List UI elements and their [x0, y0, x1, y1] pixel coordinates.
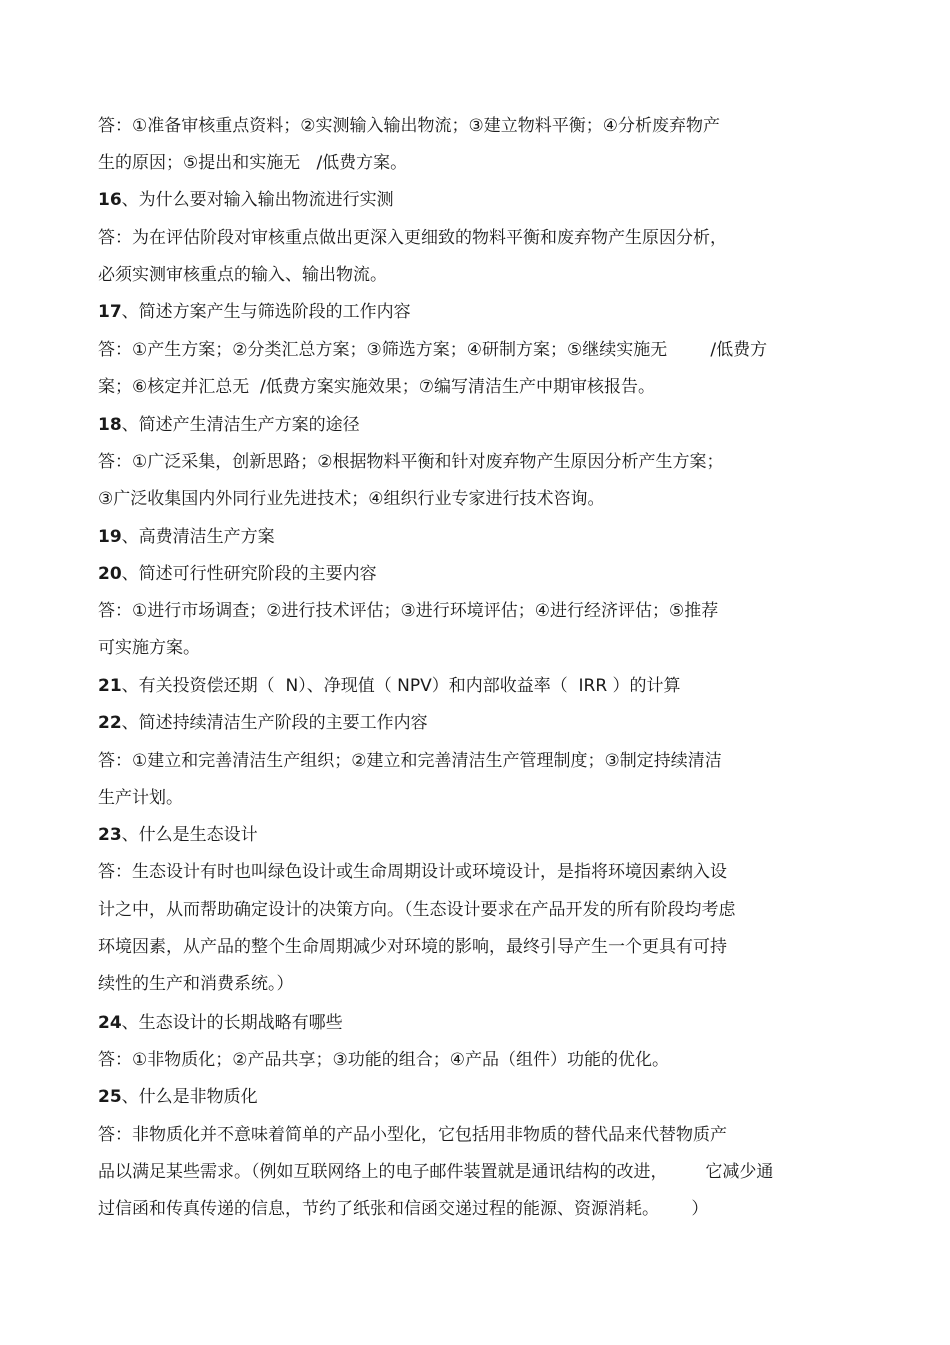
answer-22-line-1: 答：①建立和完善清洁生产组织；②建立和完善清洁生产管理制度；③制定持续清洁 [98, 751, 722, 771]
answer-23-line-1: 答：生态设计有时也叫绿色设计或生命周期设计或环境设计，是指将环境因素纳入设 [98, 862, 727, 882]
question-number: 24 [98, 1013, 122, 1033]
answer-23-line-3: 环境因素，从产品的整个生命周期减少对环境的影响，最终引导产生一个更具有可持 [98, 937, 727, 957]
answer-22-line-2: 生产计划。 [98, 788, 183, 808]
question-text: 、简述持续清洁生产阶段的主要工作内容 [121, 713, 428, 733]
question-21 [98, 675, 898, 697]
answer-23-line-2: 计之中，从而帮助确定设计的决策方向。（生态设计要求在产品开发的所有阶段均考虑 [98, 900, 736, 920]
question-number: 21 [98, 676, 122, 696]
question-text: 、高费清洁生产方案 [121, 527, 275, 547]
answer-25-line-1: 答：非物质化并不意味着简单的产品小型化，它包括用非物质的替代品来代替物质产 [98, 1125, 727, 1145]
question-text: 、简述可行性研究阶段的主要内容 [121, 564, 377, 584]
question-text: 、生态设计的长期战略有哪些 [121, 1013, 343, 1033]
question-text: 、简述产生清洁生产方案的途径 [121, 415, 360, 435]
question-text: 、简述方案产生与筛选阶段的工作内容 [121, 302, 411, 322]
answer-17-line-2: 案；⑥核定并汇总无 /低费方案实施效果；⑦编写清洁生产中期审核报告。 [98, 377, 656, 397]
answer-18-line-2: ③广泛收集国内外同行业先进技术；④组织行业专家进行技术咨询。 [98, 489, 605, 509]
question-16 [98, 189, 898, 211]
answer-16-line-2: 必须实测审核重点的输入、输出物流。 [98, 265, 387, 285]
question-number: 17 [98, 302, 122, 322]
question-text: 、什么是非物质化 [121, 1087, 258, 1107]
answer-23-line-4: 续性的生产和消费系统。） [98, 974, 294, 994]
question-20 [98, 563, 898, 585]
answer-24-line-1: 答：①非物质化；②产品共享；③功能的组合；④产品（组件）功能的优化。 [98, 1050, 669, 1070]
question-17 [98, 301, 898, 323]
question-number: 22 [98, 713, 122, 733]
question-text: 、有关投资偿还期（ N）、净现值（ NPV）和内部收益率（ IRR ）的计算 [121, 676, 681, 696]
question-number: 16 [98, 190, 122, 210]
answer-16-line-1: 答：为在评估阶段对审核重点做出更深入更细致的物料平衡和废弃物产生原因分析， [98, 228, 727, 248]
question-number: 18 [98, 415, 122, 435]
question-number: 23 [98, 825, 122, 845]
question-19 [98, 526, 898, 548]
question-23 [98, 824, 898, 846]
question-24 [98, 1012, 898, 1034]
question-number: 25 [98, 1087, 122, 1107]
answer-25-line-2: 品以满足某些需求。（例如互联网络上的电子邮件装置就是通讯结构的改进， 它减少通 [98, 1162, 774, 1182]
answer-17-line-1: 答：①产生方案；②分类汇总方案；③筛选方案；④研制方案；⑤继续实施无 /低费方 [98, 340, 768, 360]
question-text: 、为什么要对输入输出物流进行实测 [121, 190, 394, 210]
answer-15-line-1: 答：①准备审核重点资料；②实测输入输出物流；③建立物料平衡；④分析废弃物产 [98, 116, 720, 136]
answer-20-line-1: 答：①进行市场调查；②进行技术评估；③进行环境评估；④进行经济评估；⑤推荐 [98, 601, 719, 621]
answer-25-line-3: 过信函和传真传递的信息，节约了纸张和信函交递过程的能源、资源消耗。 ） [98, 1199, 709, 1219]
answer-20-line-2: 可实施方案。 [98, 638, 200, 658]
question-number: 20 [98, 564, 122, 584]
answer-18-line-1: 答：①广泛采集，创新思路；②根据物料平衡和针对废弃物产生原因分析产生方案； [98, 452, 724, 472]
question-22 [98, 712, 898, 734]
question-18 [98, 414, 898, 436]
question-number: 19 [98, 527, 122, 547]
question-text: 、什么是生态设计 [121, 825, 258, 845]
answer-15-line-2: 生的原因；⑤提出和实施无 /低费方案。 [98, 153, 408, 173]
question-25 [98, 1086, 898, 1108]
